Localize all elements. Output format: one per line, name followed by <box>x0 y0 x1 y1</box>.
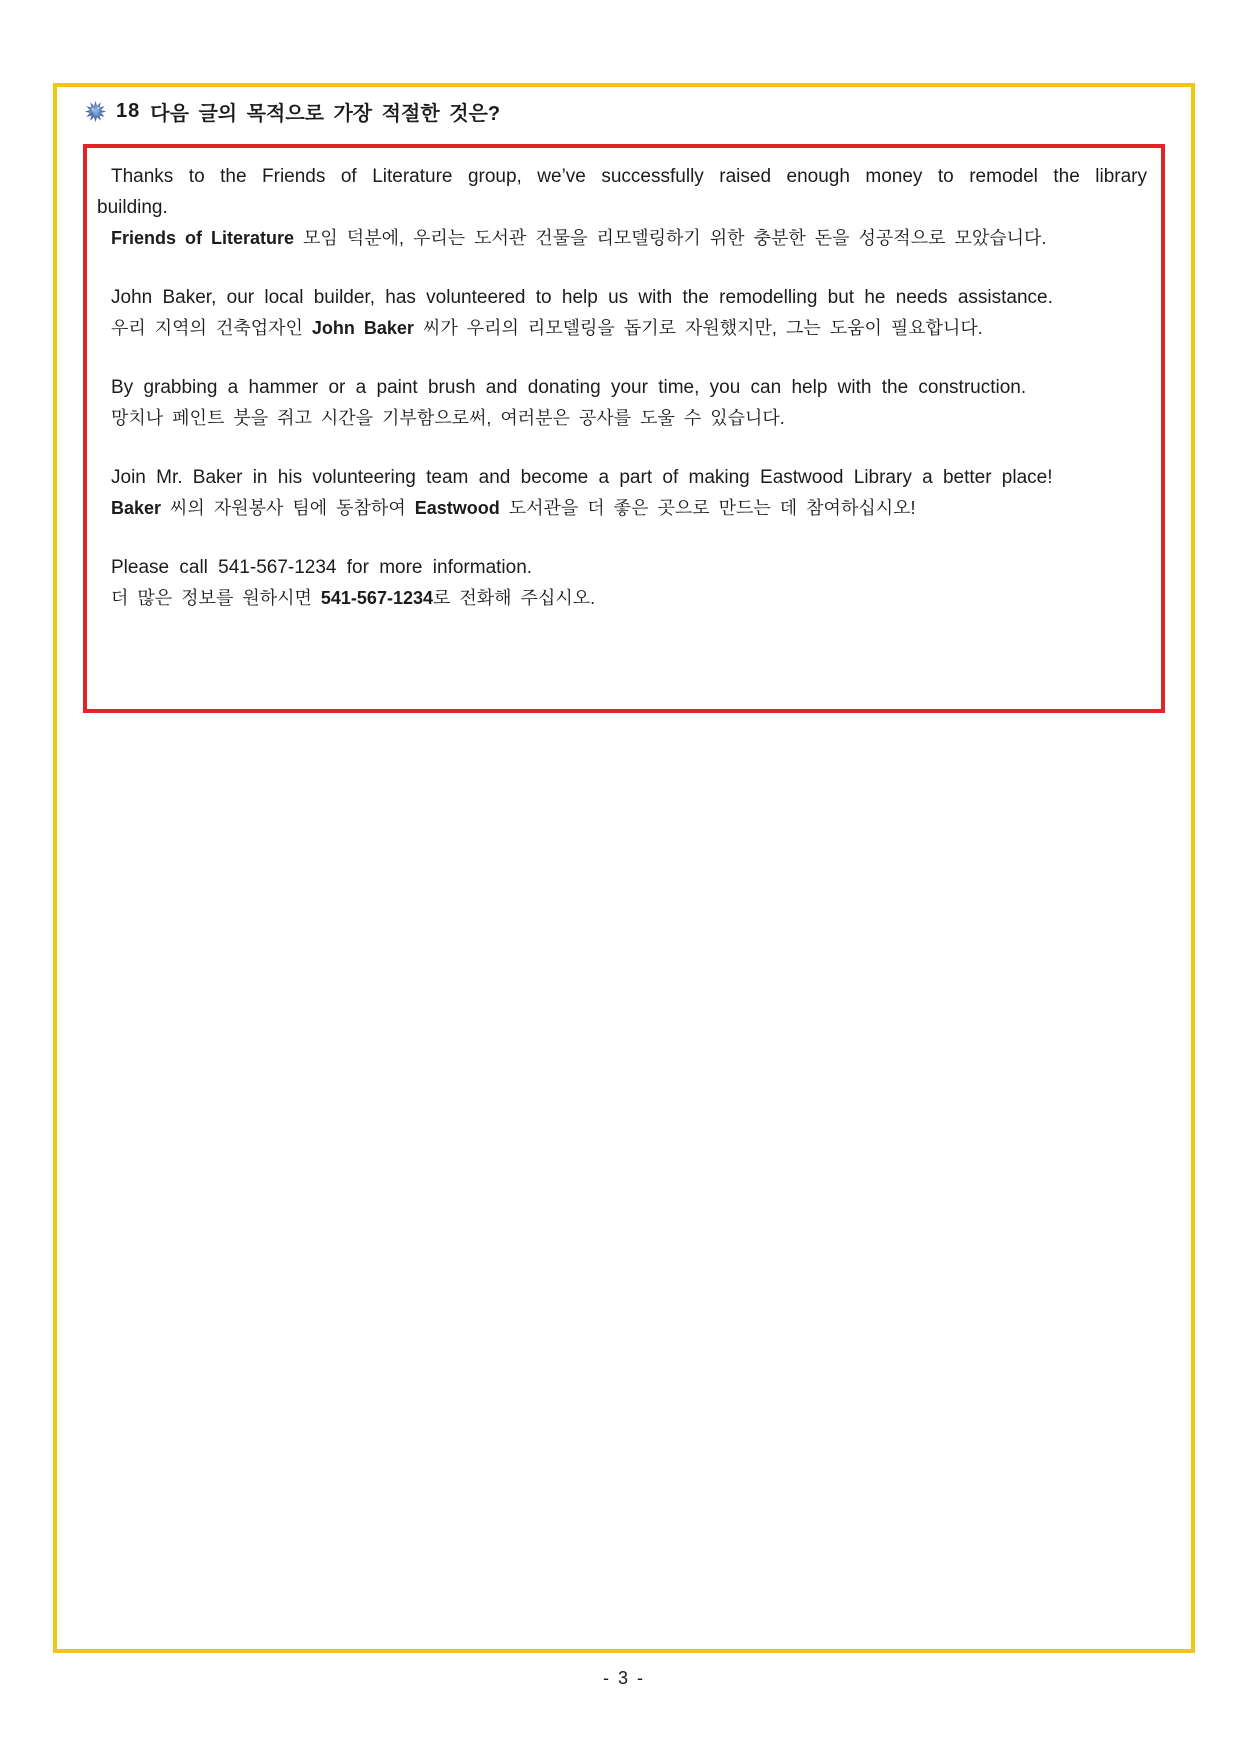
page-number: - 3 - <box>602 1668 645 1688</box>
text-segment: building. <box>97 197 168 218</box>
text-segment: 도서관을 더 좋은 곳으로 만드는 데 참여하십시오! <box>499 498 916 518</box>
text-segment: 망치나 페인트 붓을 쥐고 시간을 기부함으로써, 여러분은 공사를 도울 수 있습니다. <box>111 408 785 428</box>
passage-group <box>97 552 1147 614</box>
text-segment: John Baker, our local builder, has volunteered to help us with the remodelling but he needs assistance. <box>111 287 1053 308</box>
text-segment: 씨가 우리의 리모델링을 돕기로 자원했지만, 그는 도움이 필요합니다. <box>413 318 983 338</box>
text-segment: Eastwood <box>414 498 500 518</box>
passage-line <box>97 282 1147 313</box>
text-segment: Please call 541-567-1234 for more information. <box>111 557 533 578</box>
passage-line <box>97 552 1147 583</box>
passage-line <box>97 223 1147 254</box>
question-title: 다음 글의 목적으로 가장 적절한 것은? <box>150 103 501 125</box>
passage-line <box>97 583 1147 614</box>
text-segment: By grabbing a hammer or a paint brush and donating your time, you can help with the construction. <box>111 377 1027 398</box>
passage-line <box>97 403 1147 434</box>
question-header <box>85 97 500 126</box>
passage-box <box>83 144 1165 713</box>
passage-group <box>97 372 1147 434</box>
passage-group <box>97 161 1147 254</box>
text-segment: John Baker <box>311 318 414 338</box>
passage-line <box>97 372 1147 403</box>
passage-line <box>97 192 1147 223</box>
text-segment: Baker <box>111 498 162 518</box>
passage-line <box>97 493 1147 524</box>
text-segment: 더 많은 정보를 원하시면 <box>111 588 321 608</box>
text-segment: 541-567-1234 <box>320 588 433 608</box>
question-number: 18 <box>116 100 141 122</box>
text-segment: 모임 덕분에, 우리는 도서관 건물을 리모델링하기 위한 충분한 돈을 성공적으로 모았습니다. <box>294 228 1047 248</box>
text-segment: Join Mr. Baker in his volunteering team and become a part of making Eastwood Library a better place! <box>111 467 1053 488</box>
text-segment: 로 전화해 주십시오. <box>433 588 596 608</box>
text-segment: Friends of Literature <box>111 228 295 248</box>
starburst-flower-bullet-icon <box>85 101 106 122</box>
page-frame <box>53 83 1195 1653</box>
passage-group <box>97 282 1147 344</box>
passage-line <box>97 462 1147 493</box>
text-segment: 우리 지역의 건축업자인 <box>111 318 312 338</box>
passage-line <box>97 313 1147 344</box>
passage-line <box>97 161 1147 192</box>
text-segment: 씨의 자원봉사 팀에 동참하여 <box>161 498 415 518</box>
text-segment: Thanks to the Friends of Literature group, we’ve successfully raised enough money to remodel the library <box>111 166 1147 187</box>
passage-group <box>97 462 1147 524</box>
